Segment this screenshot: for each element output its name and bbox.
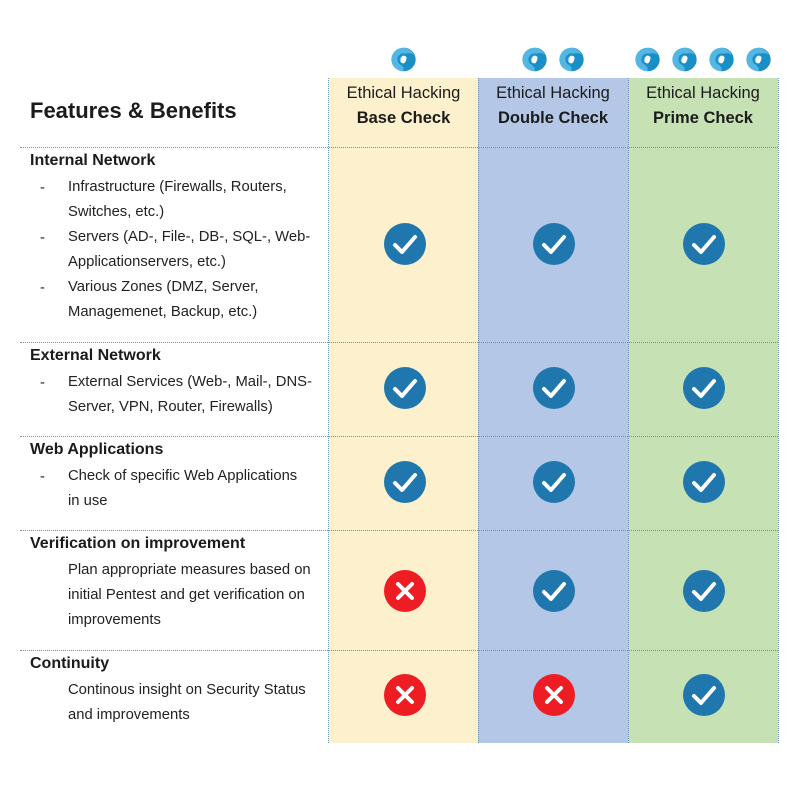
page-title: Features & Benefits: [30, 98, 237, 123]
base-check-logos: [329, 46, 478, 72]
bullet-line: Switches, etc.): [68, 204, 165, 220]
check-icon: [533, 367, 575, 409]
plan-name: Ethical Hacking: [646, 84, 760, 102]
description-line: and improvements: [68, 707, 190, 723]
bullet-dash: -: [40, 280, 45, 296]
cross-icon: [384, 674, 426, 716]
bullet-item: [68, 225, 310, 275]
plan-header-double: [478, 81, 628, 131]
section-title-external-network: External Network: [30, 347, 161, 364]
section-title-web-applications: Web Applications: [30, 441, 164, 458]
check-icon: [683, 367, 725, 409]
check-icon: [683, 223, 725, 265]
check-icon: [683, 674, 725, 716]
column-double-check: [478, 78, 628, 743]
plan-tier: Base Check: [356, 109, 451, 127]
plan-tier: Prime Check: [653, 109, 753, 127]
bullet-item: [68, 175, 287, 225]
logo-icon: [558, 46, 585, 73]
logo-icon: [634, 46, 661, 73]
section-description: [68, 678, 306, 728]
bullet-item: [68, 370, 312, 420]
grid-hline: [20, 650, 778, 651]
grid-hline: [20, 530, 778, 531]
description-line: initial Pentest and get verification on: [68, 587, 305, 603]
bullet-line: Servers (AD-, File-, DB-, SQL-, Web-: [68, 229, 311, 245]
double-check-logos: [478, 46, 628, 72]
grid-hline: [20, 342, 778, 343]
grid-vline: [478, 78, 479, 743]
plan-name: Ethical Hacking: [496, 84, 610, 102]
check-icon: [533, 223, 575, 265]
grid-vline: [628, 78, 629, 743]
bullet-line: Infrastructure (Firewalls, Routers,: [68, 179, 287, 195]
prime-check-logos: [628, 46, 778, 72]
grid-hline: [20, 436, 778, 437]
grid-hline: [20, 147, 778, 148]
check-icon: [533, 570, 575, 612]
grid-vline: [328, 78, 329, 743]
bullet-dash: -: [40, 375, 45, 391]
bullet-line: Managemenet, Backup, etc.): [68, 304, 258, 320]
logo-icon: [671, 46, 698, 73]
plan-tier: Double Check: [497, 109, 609, 127]
plan-name: Ethical Hacking: [346, 84, 461, 102]
bullet-line: External Services (Web-, Mail-, DNS-: [68, 374, 312, 390]
section-title-continuity: Continuity: [30, 655, 110, 672]
section-title-verification: Verification on improvement: [30, 535, 246, 552]
check-icon: [384, 223, 426, 265]
bullet-line: Various Zones (DMZ, Server,: [68, 279, 259, 295]
section-title-internal-network: Internal Network: [30, 152, 156, 169]
bullet-dash: -: [40, 230, 45, 246]
plan-header-prime: [628, 81, 778, 131]
plan-header-base: [329, 81, 478, 131]
check-icon: [683, 461, 725, 503]
column-prime-check: [628, 78, 778, 743]
bullet-dash: -: [40, 469, 45, 485]
column-base-check: [329, 78, 478, 743]
bullet-item: [68, 275, 259, 325]
logo-icon: [521, 46, 548, 73]
cross-icon: [384, 570, 426, 612]
check-icon: [384, 461, 426, 503]
bullet-item: [68, 464, 297, 514]
logo-icon: [745, 46, 772, 73]
logo-icon: [708, 46, 735, 73]
grid-vline: [778, 78, 779, 743]
check-icon: [683, 570, 725, 612]
description-line: improvements: [68, 612, 161, 628]
check-icon: [533, 461, 575, 503]
bullet-line: in use: [68, 493, 108, 509]
bullet-dash: -: [40, 180, 45, 196]
bullet-line: Check of specific Web Applications: [68, 468, 298, 484]
section-description: [68, 558, 311, 633]
bullet-line: Server, VPN, Router, Firewalls): [68, 399, 273, 415]
cross-icon: [533, 674, 575, 716]
check-icon: [384, 367, 426, 409]
description-line: Plan appropriate measures based on: [68, 562, 311, 578]
bullet-line: Applicationservers, etc.): [68, 254, 226, 270]
logo-icon: [390, 46, 417, 73]
description-line: Continous insight on Security Status: [68, 682, 306, 698]
